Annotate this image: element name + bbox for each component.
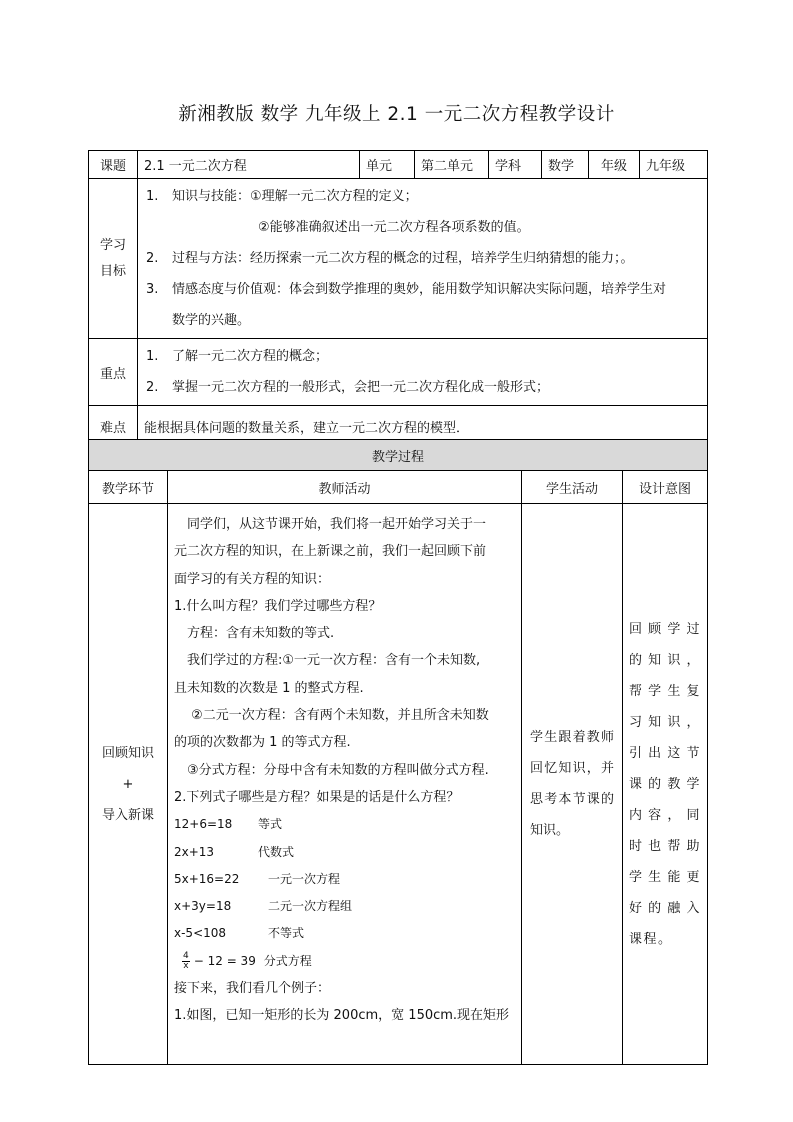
- objective-item: 1. 知识与技能：①理解一元二次方程的定义；: [146, 189, 418, 204]
- teacher-line: 1.如图，已知一矩形的长为 200cm，宽 150cm.现在矩形: [174, 1008, 510, 1024]
- course-info-table: [88, 150, 708, 447]
- difficulty-label: 难点: [89, 406, 138, 447]
- student-activity-cell: 学生跟着教师回忆知识，并思考本节课的知识。: [522, 504, 623, 1065]
- example-row: 5x+16=22 一元一次方程: [174, 871, 341, 886]
- teacher-line: 面学习的有关方程的知识：: [174, 571, 331, 587]
- objective-item: 数学的兴趣。: [172, 313, 251, 328]
- teacher-line: 接下来，我们看几个例子：: [174, 981, 331, 997]
- stage-plus: +: [122, 776, 134, 792]
- stage-cell: [89, 504, 168, 1065]
- unit-value: 第二单元: [415, 151, 489, 179]
- example-row: x+3y=18 二元一次方程组: [174, 899, 353, 914]
- teacher-line: 且未知数的次数是 1 的整式方程.: [174, 680, 364, 696]
- subject-value: 数学: [542, 151, 589, 179]
- grade-label: 年级: [589, 151, 640, 179]
- difficulty-content: 能根据具体问题的数量关系，建立一元二次方程的模型．: [138, 406, 708, 447]
- process-heading-row: [89, 440, 708, 471]
- objectives-row: [89, 179, 708, 339]
- stage-line: 导入新课: [101, 807, 154, 823]
- stage-line: 回顾知识: [101, 745, 154, 761]
- objectives-content: [138, 179, 708, 339]
- key-point-item: 1. 了解一元二次方程的概念；: [146, 349, 329, 364]
- col-student: 学生活动: [522, 471, 623, 504]
- course-value: 2.1 一元二次方程: [138, 151, 360, 179]
- example-row: 12+6=18 等式: [174, 817, 283, 832]
- teacher-line: ③分式方程：分母中含有未知数的方程叫做分式方程.: [174, 762, 489, 778]
- objective-item: 3. 情感态度与价值观：体会到数学推理的奥妙，能用数学知识解决实际问题，培养学生对: [146, 282, 667, 297]
- fraction-example-row: $\frac{4}{x}$ − 12 = 39 分式方程: [183, 950, 312, 971]
- example-row: 2x+13 代数式: [174, 844, 295, 859]
- teacher-line: 同学们，从这节课开始，我们将一起开始学习关于一: [174, 517, 487, 532]
- teacher-line: 2.下列式子哪些是方程？如果是的话是什么方程？: [174, 789, 460, 805]
- teacher-line: ②二元一次方程：含有两个未知数，并且所含未知数: [174, 708, 489, 724]
- teaching-process-table: [88, 439, 708, 1065]
- objective-item: ②能够准确叙述出一元二次方程各项系数的值。: [258, 220, 530, 235]
- process-body-row: [89, 504, 708, 1065]
- key-point-item: 2. 掌握一元二次方程的一般形式，会把一元二次方程化成一般形式；: [146, 380, 550, 395]
- info-row: [89, 151, 708, 179]
- process-heading: 教学过程: [89, 440, 708, 471]
- col-design: 设计意图: [623, 471, 708, 504]
- grade-value: 九年级: [640, 151, 708, 179]
- process-header-row: [89, 471, 708, 504]
- teacher-line: 的项的次数都为 1 的等式方程.: [174, 735, 351, 751]
- col-teacher: 教师活动: [168, 471, 522, 504]
- objective-item: 2. 过程与方法：经历探索一元二次方程的概念的过程，培养学生归纳猜想的能力；。: [146, 251, 634, 266]
- fraction: $\frac{4}{x}$: [183, 950, 189, 971]
- subject-label: 学科: [489, 151, 542, 179]
- design-intent-cell: 回顾学过的知识，帮学生复习知识，引出这节课的教学内容，同时也帮助学生能更好的融入课程。: [623, 504, 708, 1065]
- unit-label: 单元: [360, 151, 415, 179]
- teacher-line: 方程：含有未知数的等式.: [174, 626, 335, 642]
- example-row: x-5<108 不等式: [174, 926, 305, 941]
- document-title: 新湘教版 数学 九年级上 2.1 一元二次方程教学设计: [178, 104, 615, 125]
- teacher-activity-cell: [168, 504, 522, 1065]
- objectives-label: 学习目标: [89, 179, 138, 339]
- teacher-line: 元二次方程的知识，在上新课之前，我们一起回顾下前: [174, 544, 487, 560]
- key-points-row: [89, 339, 708, 406]
- teacher-line: 1.什么叫方程？我们学过哪些方程？: [174, 598, 382, 614]
- teacher-line: 我们学过的方程:①一元一次方程：含有一个未知数,: [174, 653, 481, 669]
- col-stage: 教学环节: [89, 471, 168, 504]
- key-points-label: 重点: [89, 339, 138, 406]
- course-label: 课题: [89, 151, 138, 179]
- key-points-content: [138, 339, 708, 406]
